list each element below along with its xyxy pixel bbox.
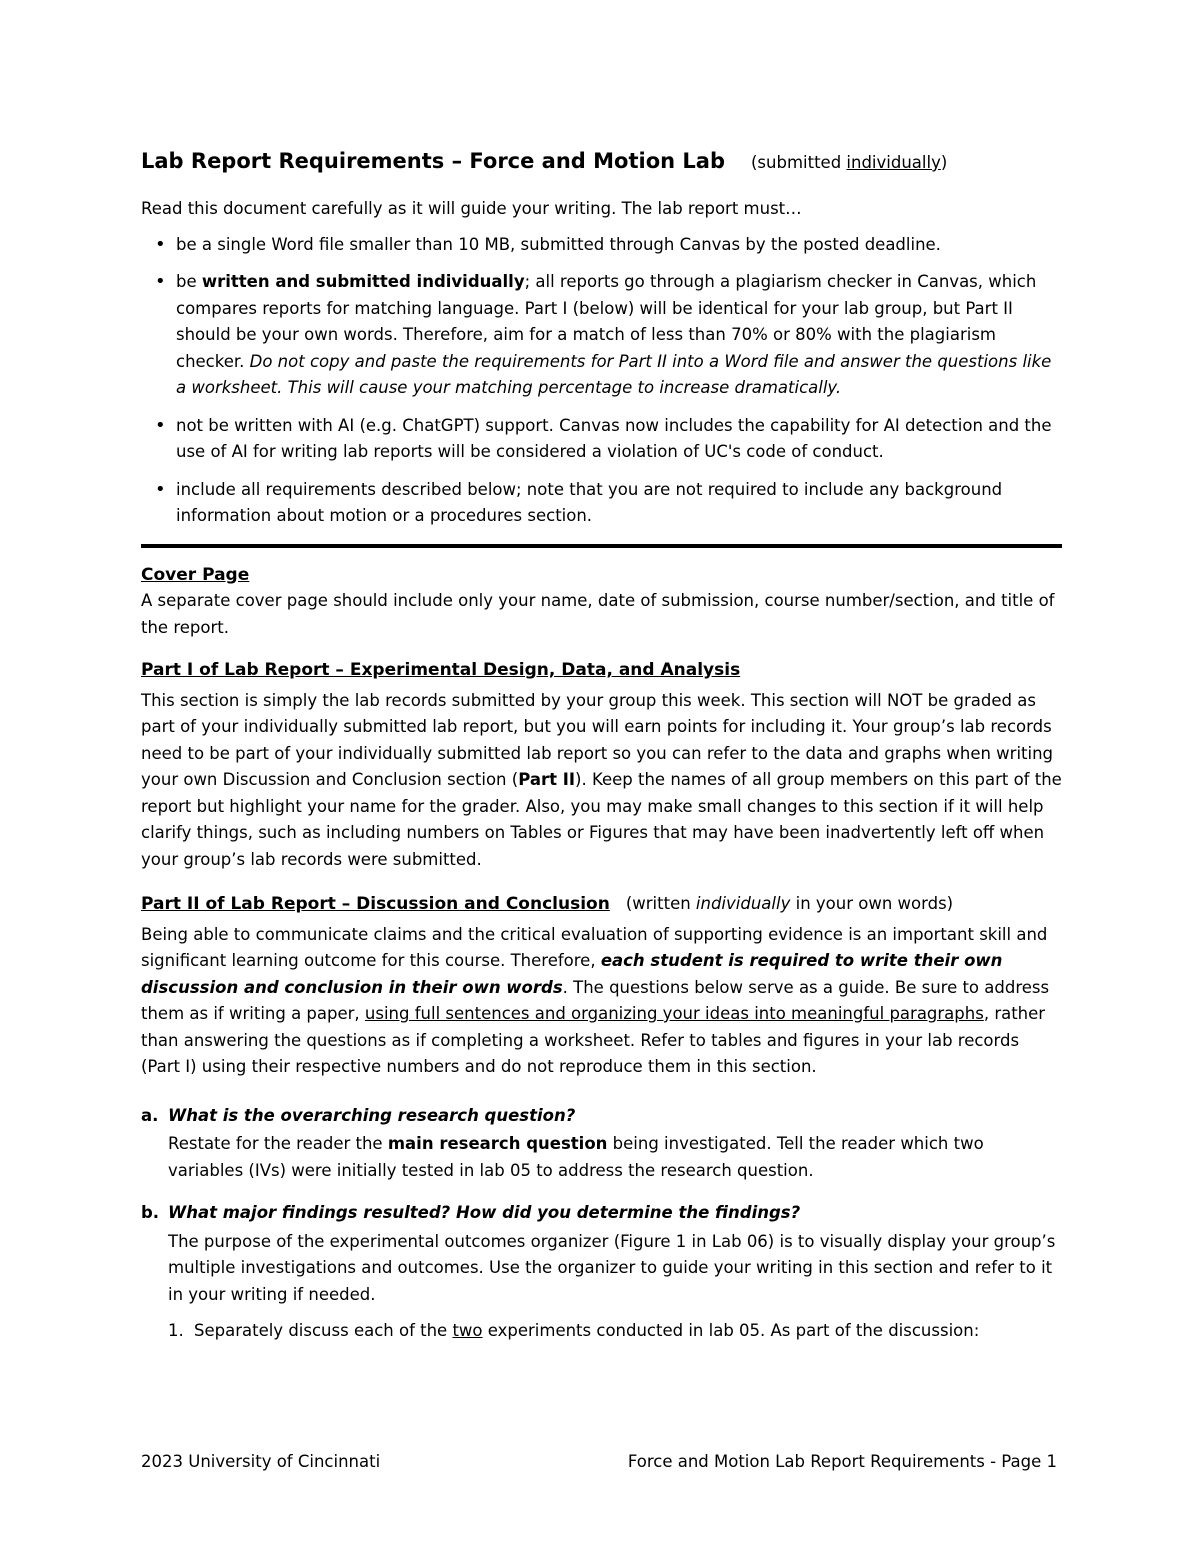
question-b-letter: b. (141, 1203, 160, 1222)
part1-body (141, 688, 1062, 874)
title-note (751, 153, 947, 172)
document-content (141, 146, 1062, 1345)
requirement-individual (141, 269, 1062, 402)
requirement-text-mid: ; all reports go through a plagiarism checker in Canvas, which compares reports for matching language. Part I (below) will be identical for your lab group, but Part II should be your own words. Therefore, aim for a match of less than 70% or 80% with the plagiarism checker. (176, 272, 1037, 371)
requirements-list (141, 232, 1062, 530)
numbered-item-1-number: 1. (168, 1321, 184, 1340)
section-divider (141, 544, 1062, 548)
numbered-item-1 (141, 1318, 1062, 1345)
part2-heading: Part II of Lab Report – Discussion and Conclusion (141, 894, 610, 914)
title-note-post: ) (940, 153, 948, 172)
part1-body-bold: Part II (518, 770, 576, 789)
part1-body-post: ). Keep the names of all group members on this part of the report but highlight your name for the grader. Also, you may make small changes to this section if it will help clarify things, such as including numbers on Tables or Figures that may have been inadvertently left off when your group’s lab records were submitted. (141, 770, 1062, 869)
question-b (141, 1200, 1062, 1227)
part2-note-pre: (written (625, 894, 696, 913)
question-a (141, 1103, 1062, 1130)
part2-body-pre: Being able to communicate claims and the critical evaluation of supporting evidence is an important skill and significant learning outcome for this course. Therefore, (141, 924, 1048, 970)
requirement-include-all (141, 477, 1062, 530)
part2-body-post: , rather than answering the questions as if completing a worksheet. Refer to tables and figures in your lab records (Part I) using their respective numbers and do not reproduce them in this section. (141, 1004, 1046, 1076)
part2-body-bolditalic: each student is required to write their own discussion and conclusion in their own words (141, 951, 1003, 997)
question-a-body-pre: Restate for the reader the (168, 1134, 388, 1153)
requirement-text: include all requirements described below; note that you are not required to include any background information about motion or a procedures section. (176, 479, 1003, 525)
intro-paragraph: Read this document carefully as it will guide your writing. The lab report must… (141, 199, 802, 218)
requirement-text-pre: be (176, 272, 202, 291)
title-row (141, 146, 1062, 176)
page-title: Lab Report Requirements – Force and Motion Lab (141, 149, 725, 173)
part2-note-italic: individually (695, 894, 791, 913)
requirement-text-italic: Do not copy and paste the requirements for Part II into a Word file and answer the questions like a worksheet. This will cause your matching percentage to increase dramatically. (176, 351, 1052, 397)
numbered-item-1-post: experiments conducted in lab 05. As part of the discussion: (482, 1321, 980, 1340)
numbered-item-1-text (194, 1318, 979, 1345)
numbered-item-1-pre: Separately discuss each of the (194, 1321, 453, 1340)
title-note-pre: (submitted (750, 153, 847, 172)
requirement-no-ai (141, 413, 1062, 466)
requirement-text-bold: written and submitted individually (201, 272, 525, 291)
part2-note-post: in your own words) (790, 894, 954, 913)
part1-heading: Part I of Lab Report – Experimental Design, Data, and Analysis (141, 660, 741, 680)
requirement-file-size (141, 232, 1062, 259)
cover-page-heading: Cover Page (141, 564, 250, 585)
title-note-emphasis: individually (846, 153, 941, 172)
footer-right: Force and Motion Lab Report Requirements - Page 1 (627, 1452, 1057, 1471)
part2-note (626, 894, 953, 913)
question-b-body: The purpose of the experimental outcomes organizer (Figure 1 in Lab 06) is to visually display your group’s multiple investigations and outcomes. Use the organizer to guide your writing in this section and refer to it in your writing if needed. (168, 1231, 1056, 1304)
question-a-body (141, 1131, 1062, 1184)
numbered-item-1-underline: two (452, 1321, 483, 1340)
page-footer (141, 1450, 1057, 1474)
question-a-letter: a. (141, 1105, 159, 1125)
question-a-title: What is the overarching research question? (168, 1105, 576, 1125)
question-a-body-post: being investigated. Tell the reader which two variables (IVs) were initially tested in lab 05 to address the research question. (168, 1134, 984, 1180)
question-a-body-bold: main research question (387, 1134, 608, 1153)
question-b-title: What major findings resulted? How did you determine the findings? (168, 1203, 801, 1222)
cover-page-body: A separate cover page should include only your name, date of submission, course number/section, and title of the report. (141, 591, 1055, 637)
part2-body-underline: using full sentences and organizing your ideas into meaningful paragraphs (364, 1004, 984, 1023)
requirement-text: not be written with AI (e.g. ChatGPT) support. Canvas now includes the capability for AI detection and the use of AI for writing lab reports will be considered a violation of UC's code of conduct. (176, 415, 1052, 461)
footer-left: 2023 University of Cincinnati (141, 1452, 381, 1471)
part2-body (141, 922, 1062, 1081)
requirement-text: be a single Word file smaller than 10 MB, submitted through Canvas by the posted deadline. (176, 234, 941, 254)
part1-body-pre: This section is simply the lab records submitted by your group this week. This section will NOT be graded as part of your individually submitted lab report, but you will earn points for including it. Your group’s lab records need to be part of your individually submitted lab report so you can refer to the data and graphs when writing your own Discussion and Conclusion section ( (141, 690, 1054, 789)
part2-heading-row (141, 891, 1062, 918)
part2-body-mid: . The questions below serve as a guide. Be sure to address them as if writing a paper, (141, 977, 1050, 1023)
